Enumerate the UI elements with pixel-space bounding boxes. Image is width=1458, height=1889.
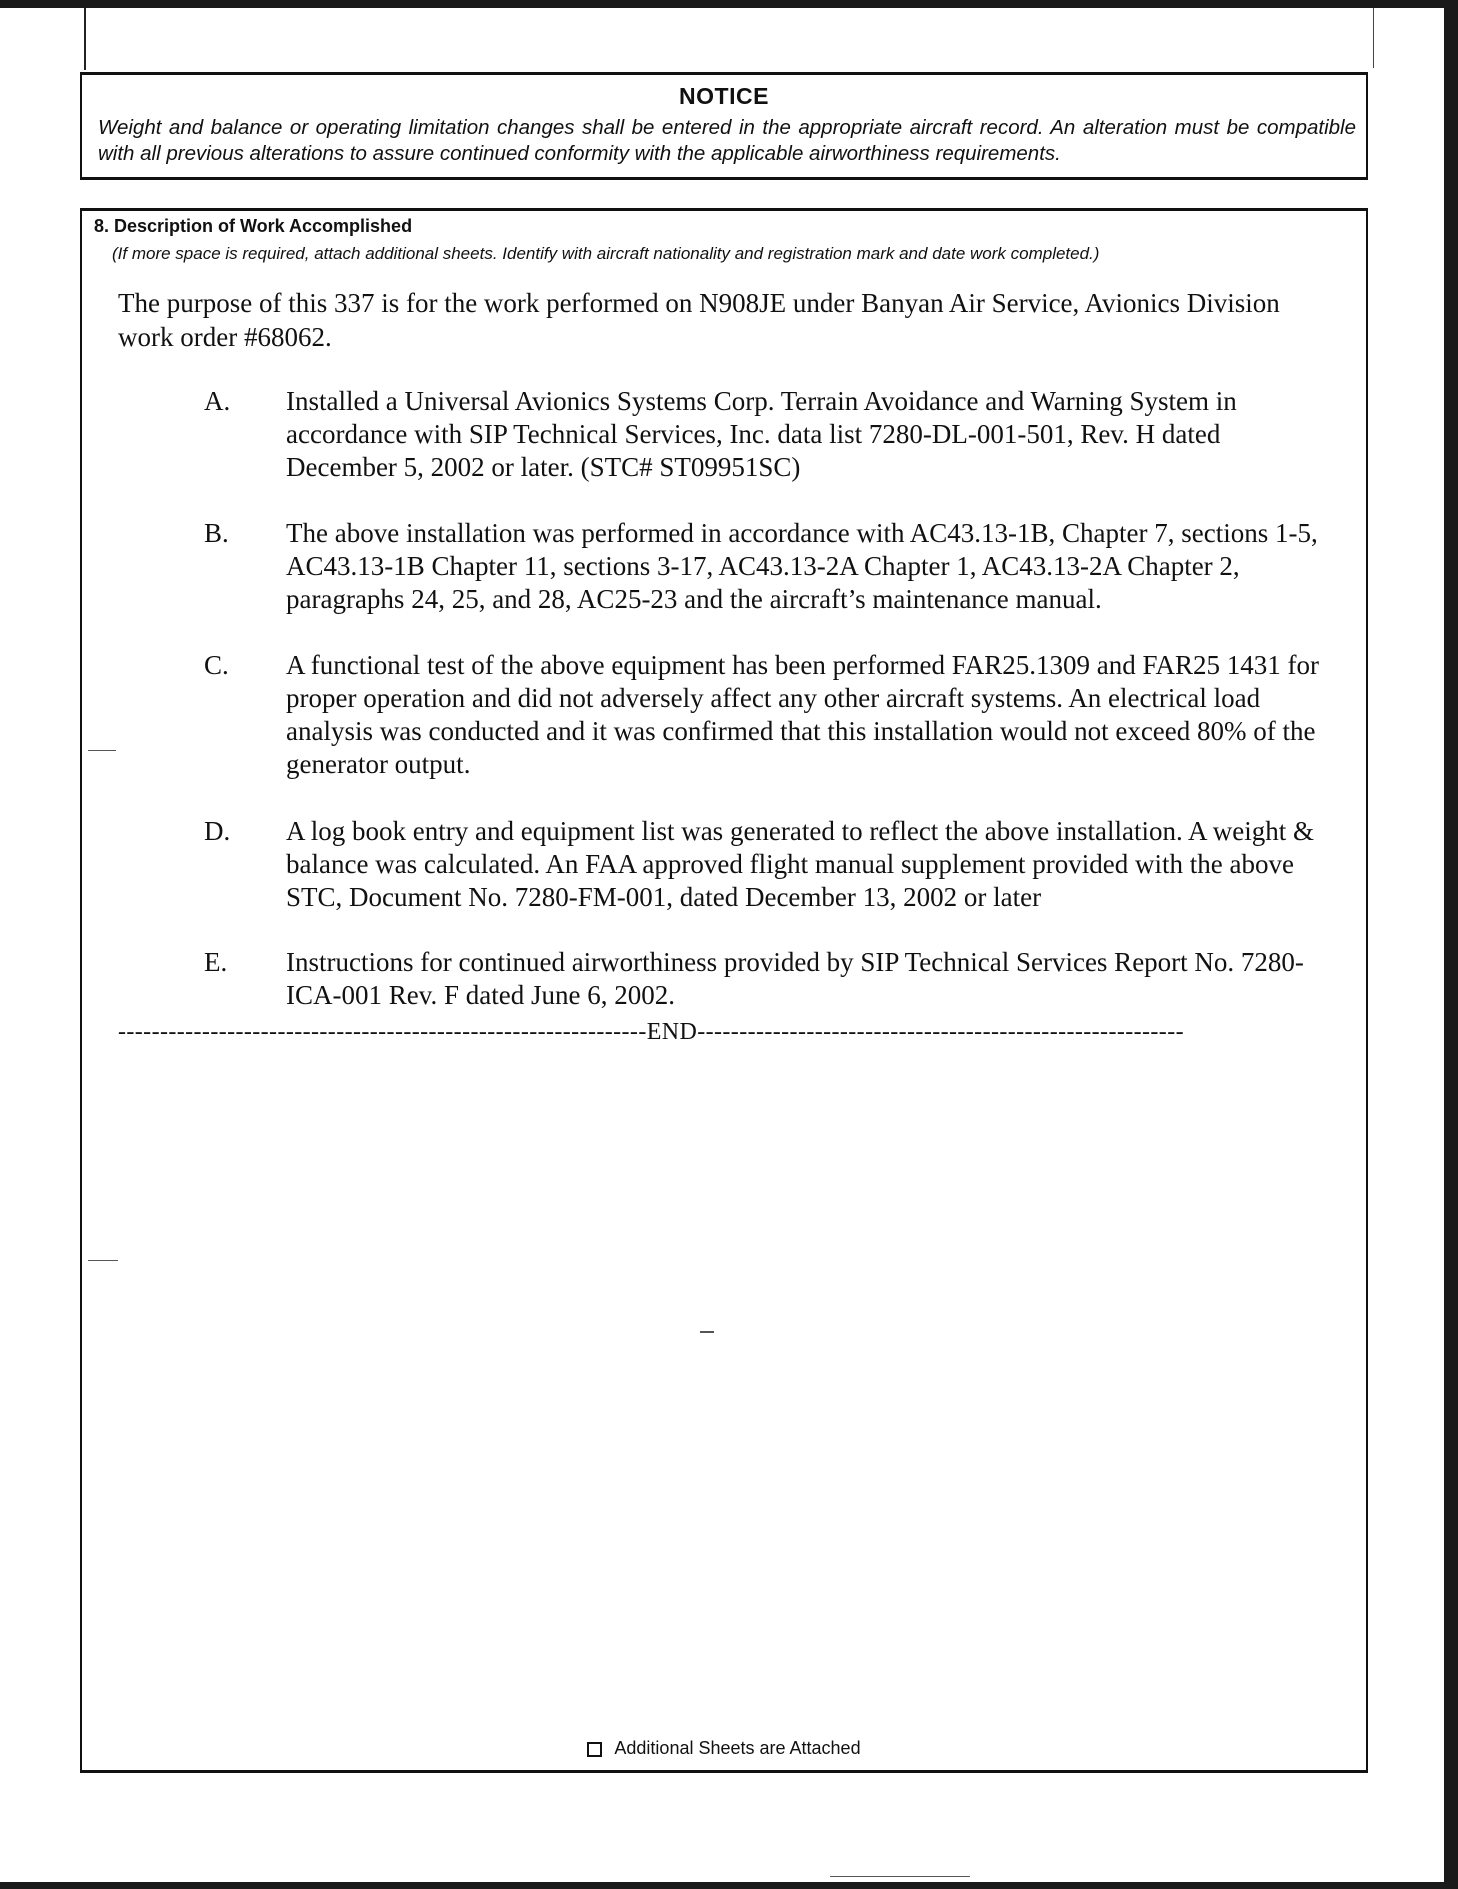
item-letter: E.	[204, 947, 228, 977]
item-text: A log book entry and equipment list was generated to reflect the above installation. A weight & balance was calculated. An FAA approved flight manual supplement provided with the above STC, Document No. 7280-FM-001, dated December 13, 2002 or later	[286, 816, 1315, 912]
notice-title: NOTICE	[679, 83, 769, 109]
additional-sheets-label: Additional Sheets are Attached	[614, 1738, 861, 1758]
intro-paragraph: The purpose of this 337 is for the work performed on N908JE under Banyan Air Service, Avionics Division work order #68062.	[118, 288, 1280, 352]
item-text: A functional test of the above equipment has been performed FAR25.1309 and FAR25 1431 for proper operation and did not adversely affect any other aircraft systems. An electrical load analysis was conducted and it was confirmed that this installation would not exceed 80% of the generator output.	[286, 650, 1320, 779]
page-bottom-edge	[0, 1882, 1458, 1889]
page-right-edge	[1444, 0, 1458, 1889]
item-letter: D.	[204, 816, 231, 846]
item-letter: A.	[204, 386, 231, 416]
scan-speck	[88, 750, 116, 751]
section-title: 8. Description of Work Accomplished	[94, 216, 413, 236]
additional-sheets-row	[82, 1738, 1366, 1759]
work-description-box	[80, 208, 1368, 1773]
item-text: Installed a Universal Avionics Systems Corp. Terrain Avoidance and Warning System in accordance with SIP Technical Services, Inc. data list 7280-DL-001-501, Rev. H dated December 5, 2002 or later. (STC# ST09951SC)	[286, 386, 1237, 482]
item-text: Instructions for continued airworthiness provided by SIP Technical Services Report No. 7280-ICA-001 Rev. F dated June 6, 2002.	[286, 947, 1304, 1010]
item-letter: C.	[204, 650, 229, 680]
scan-speck	[830, 1876, 970, 1877]
form-left-rule	[84, 8, 86, 70]
scan-speck	[700, 1331, 714, 1333]
item-letter: B.	[204, 518, 229, 548]
page-top-edge	[0, 0, 1458, 8]
notice-box	[80, 72, 1368, 180]
end-marker: ---------------------------------------------------------------END----------------------------------------------------------	[118, 1019, 1184, 1045]
notice-text: Weight and balance or operating limitation changes shall be entered in the appropriate aircraft record. An alteration must be compatible with all previous alterations to assure continued conformity with the applicable airworthiness requirements.	[98, 116, 1356, 165]
scan-speck	[88, 1260, 118, 1261]
section-instructions: (If more space is required, attach additional sheets. Identify with aircraft nationality and registration mark and date work completed.)	[112, 244, 1100, 263]
item-text: The above installation was performed in accordance with AC43.13-1B, Chapter 7, sections 1-5, AC43.13-1B Chapter 11, sections 3-17, AC43.13-2A Chapter 1, AC43.13-2A Chapter 2, paragraphs 24, 25, and 28, AC25-23 and the aircraft’s maintenance manual.	[286, 518, 1318, 614]
form-right-rule	[1373, 8, 1374, 68]
additional-sheets-checkbox[interactable]	[587, 1742, 602, 1757]
